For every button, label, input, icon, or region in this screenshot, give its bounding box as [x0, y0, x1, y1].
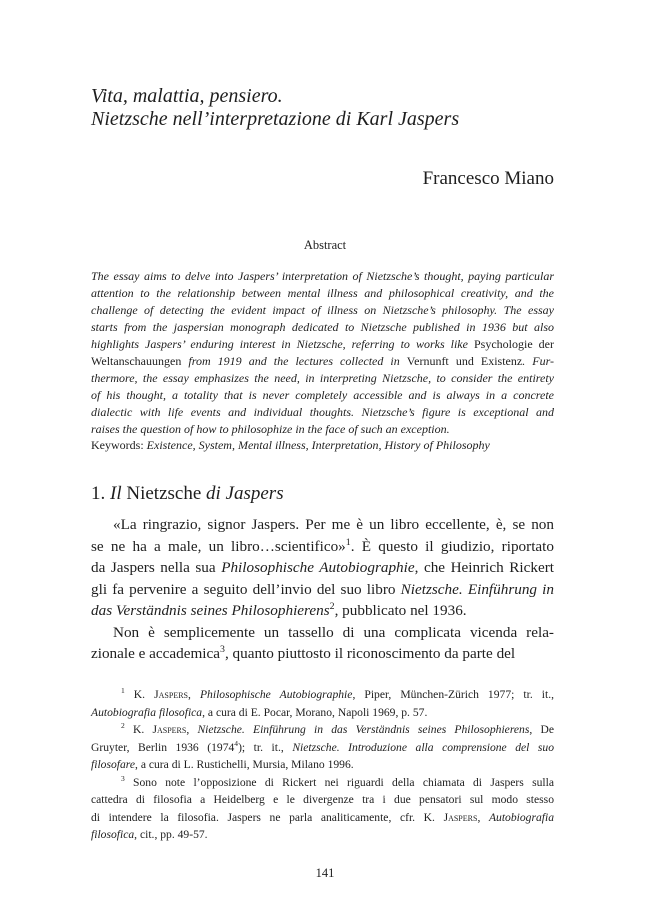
abstract-line [91, 421, 554, 438]
body-line-segment: , pubblicato nel 1936. [334, 602, 467, 619]
abstract-line-segment: of his thought, a totality that is never completely accessible and is always in a concrete [91, 388, 554, 402]
footnote-line [91, 826, 554, 844]
footnote-line-segment: Nietzsche. Einführung in das Verständnis seines Philosophierens [197, 723, 530, 736]
body-line [91, 557, 554, 579]
body-line-segment: . È questo il giudizio, riportato [350, 537, 554, 555]
title-line-2: Nietzsche nell’interpretazione di Karl Jaspers [91, 108, 460, 130]
footnote-line-segment: , [477, 810, 489, 824]
abstract-line [91, 302, 554, 319]
footnote-line [91, 721, 554, 739]
title-line-1: Vita, malattia, pensiero. [91, 85, 283, 107]
body-line-segment: «La ringrazio, signor Jaspers. Per me è un libro eccellente, è, se non [113, 516, 554, 533]
footnote-line-segment: di intendere la filosofia. Jaspers ne parla analiticamente, cfr. K. [91, 810, 444, 824]
footnote-marker: 2 [329, 600, 335, 612]
footnote-marker: 3 [220, 643, 225, 655]
body-line-segment: Philosophische Autobiographie [221, 559, 415, 576]
abstract-heading: Abstract [303, 238, 347, 252]
footnote-line [91, 739, 554, 757]
abstract-line-segment: starts from the jaspersian monograph dedicated to Nietzsche published in 1936 but also [91, 320, 554, 334]
footnote-marker: 1 [121, 686, 125, 696]
footnotes [91, 686, 554, 844]
footnote-line-segment: Gruyter, Berlin 1936 (1974 [91, 740, 235, 754]
footnote-line [91, 774, 554, 792]
body-line [91, 643, 554, 665]
abstract-line-segment: highlights Jaspers’ enduring interest in Nietzsche, referring to works like [91, 337, 474, 351]
section-number: 1. [91, 483, 110, 504]
footnote-line-segment: K. [124, 688, 155, 701]
abstract-text [91, 268, 554, 438]
footnote-line-segment: Autobiografia [488, 810, 554, 824]
body-line-segment: gli fa pervenire a seguito dell’invio del suo libro [91, 580, 401, 598]
footnote-marker: 4 [234, 738, 239, 748]
footnote-line-segment: filosofare [91, 758, 136, 771]
keywords-label: Keywords: [91, 438, 147, 452]
footnote-marker: 2 [121, 721, 125, 731]
abstract-line-segment: thermore, the essay emphasizes the need, in interpreting Nietzsche, to consider the entirety [91, 371, 554, 385]
footnote-line-segment: Autobiografia filosofica [91, 705, 203, 719]
body-line-segment: Non è semplicemente un tassello di una complicata vicenda rela- [113, 623, 554, 641]
footnote-line-segment: , De [529, 723, 554, 736]
abstract-line [91, 319, 554, 336]
body-line [91, 514, 554, 536]
footnote-line-segment: , Piper, München-Zürich 1977; tr. it., [352, 688, 555, 701]
footnote-line-segment: cattedra di filosofia a Heidelberg e le divergenze tra i due pensatori sul modo stesso [91, 793, 554, 806]
abstract-line [91, 353, 554, 370]
body-line-segment: , quanto piuttosto il riconoscimento da parte del [224, 645, 516, 662]
footnote-line-segment: Sono note l’opposizione di Rickert nei riguardi della chiamata di Jaspers sulla [124, 775, 554, 789]
abstract-line [91, 370, 554, 387]
keywords-terms: Existence, System, Mental illness, Interpretation, History of Philosophy [146, 438, 490, 452]
footnote-line [91, 756, 554, 774]
author-name: Francesco Miano [422, 168, 554, 189]
footnote-line-segment: filosofica [91, 828, 135, 841]
footnote-line-segment: , cit., pp. 49-57. [134, 828, 208, 841]
abstract-line [91, 268, 554, 285]
body-line-segment: zionale e accademica [91, 645, 220, 662]
article-title [91, 85, 554, 131]
abstract-line [91, 336, 554, 353]
abstract-line-segment: . Fur- [522, 354, 554, 368]
abstract-line-segment: Psychologie der [473, 337, 554, 351]
body-text [91, 514, 554, 665]
section-prefix: Il [110, 483, 122, 504]
footnote-line [91, 791, 554, 809]
abstract-line-segment: attention to the relationship between mental illness and philosophical creativity, and the [91, 286, 554, 300]
footnote-line-segment: , a cura di L. Rustichelli, Mursia, Milano 1996. [135, 758, 354, 771]
body-line-segment: das Verständnis seines Philosophierens [91, 602, 330, 619]
footnote-marker: 3 [121, 773, 125, 783]
body-line [91, 579, 554, 601]
abstract-line-segment: dialectic with life events and individual thoughts. Nietzsche’s figure is exceptional and [91, 405, 554, 419]
footnote-line-segment: , a cura di E. Pocar, Morano, Napoli 1969, p. 57. [202, 705, 428, 719]
abstract-line-segment: The essay aims to delve into Jaspers’ interpretation of Nietzsche’s thought, paying particular [91, 269, 554, 283]
footnote-line [91, 686, 554, 704]
body-line-segment: Nietzsche. Einführung in [400, 580, 554, 598]
footnote-line-segment: Nietzsche. Introduzione alla comprensione del suo [292, 740, 555, 754]
abstract-line [91, 285, 554, 302]
body-line [91, 536, 554, 558]
body-line [91, 622, 554, 644]
section-name: Nietzsche [121, 483, 207, 504]
page-number: 141 [315, 866, 335, 880]
footnote-line [91, 704, 554, 722]
body-line-segment: da Jaspers nella sua [91, 559, 222, 576]
section-suffix: di Jaspers [206, 483, 284, 504]
footnote-line [91, 809, 554, 827]
footnote-line-segment: K. [124, 723, 153, 736]
abstract-line-segment: raises the question of how to philosophize in the face of such an exception. [91, 422, 450, 436]
body-line [91, 600, 554, 622]
footnote-line-segment: ); tr. it., [238, 740, 293, 754]
abstract-line-segment: challenge of detecting the evident impact of illness on Nietzsche’s philosophy. The essay [91, 303, 554, 317]
keywords [91, 437, 554, 454]
body-line-segment: , che Heinrich Rickert [414, 559, 554, 576]
abstract-line-segment: Weltanschauungen [91, 354, 189, 368]
abstract-line [91, 387, 554, 404]
footnote-line-segment: , [188, 688, 200, 701]
abstract-line-segment: from 1919 and the lectures collected in [188, 354, 407, 368]
footnote-line-segment: , [186, 723, 198, 736]
footnote-line-segment: Jaspers [443, 810, 478, 824]
footnote-marker: 1 [345, 536, 351, 548]
footnote-line-segment: Jaspers [154, 688, 189, 701]
footnote-line-segment: Philosophische Autobiographie [199, 688, 353, 701]
footnote-line-segment: Jaspers [152, 723, 187, 736]
abstract-line [91, 404, 554, 421]
section-heading [91, 483, 554, 505]
body-line-segment: se ne ha a male, un libro…scientifico» [91, 537, 346, 555]
abstract-line-segment: Vernunft und Existenz [406, 354, 523, 368]
